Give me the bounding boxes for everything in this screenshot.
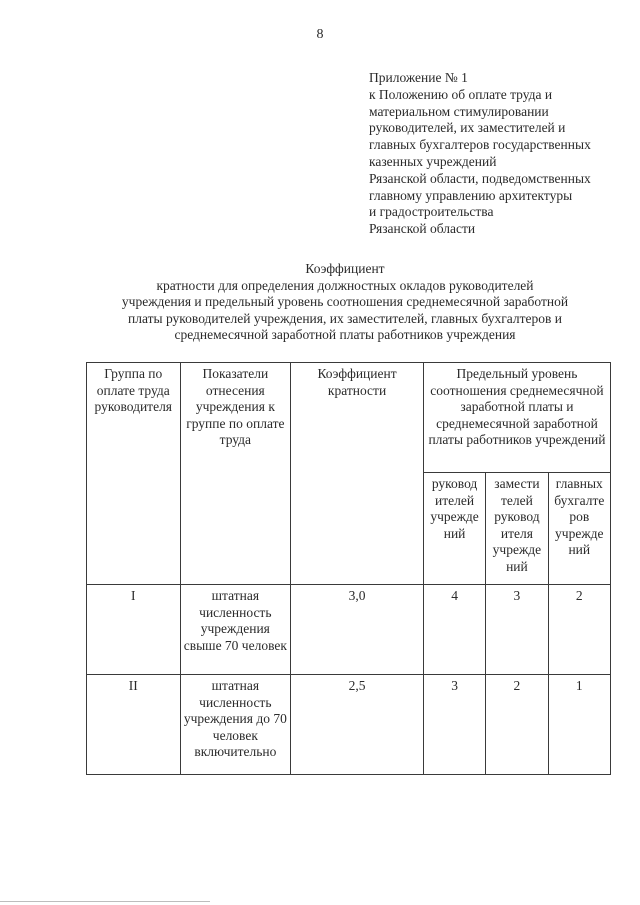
subheader-heads: руковод ителей учрежде ний (423, 473, 485, 585)
title-line: кратности для определения должностных окладов руководителей (156, 277, 534, 293)
cell-accountants: 1 (548, 675, 610, 775)
cell-coefficient: 2,5 (291, 675, 424, 775)
appendix-line: главному управлению архитектуры (369, 187, 573, 203)
cell-coefficient: 3,0 (291, 585, 424, 675)
cell-heads: 3 (423, 675, 485, 775)
header-indicators: Показатели отнесения учреждения к группе по оплате труда (180, 363, 291, 585)
appendix-line: казенных учреждений (369, 153, 497, 169)
cell-group: I (87, 585, 181, 675)
header-limit: Предельный уровень соотношения среднемесячной заработной платы и среднемесячной заработной платы работников учреждений (423, 363, 610, 473)
subheader-deputies: замести телей руковод ителя учрежде ний (486, 473, 548, 585)
cell-indicator: штатная численность учреждения до 70 человек включительно (180, 675, 291, 775)
appendix-line: Рязанской области (369, 221, 476, 237)
appendix-line: Рязанской области, подведомственных (369, 170, 591, 186)
cell-indicator: штатная численность учреждения свыше 70 человек (180, 585, 291, 675)
appendix-line: и градостроительства (369, 204, 494, 220)
scan-edge-line (0, 901, 210, 902)
title-line: платы руководителей учреждения, их заместителей, главных бухгалтеров и (128, 310, 562, 326)
cell-deputies: 2 (486, 675, 548, 775)
document-title (75, 261, 615, 344)
title-line: учреждения и предельный уровень соотношения среднемесячной заработной (121, 294, 569, 309)
title-heading: Коэффициент (305, 261, 385, 276)
header-coefficient: Коэффициент кратности (291, 363, 424, 585)
title-line: среднемесячной заработной платы работников учреждения (174, 327, 516, 342)
cell-deputies: 3 (486, 585, 548, 675)
appendix-heading: Приложение № 1 (369, 70, 468, 85)
appendix-block (369, 70, 631, 238)
appendix-line: руководителей, их заместителей и (369, 120, 566, 136)
cell-accountants: 2 (548, 585, 610, 675)
table-row (87, 585, 611, 675)
coefficient-table (86, 362, 611, 775)
appendix-line: материальном стимулировании (369, 103, 549, 119)
cell-group: II (87, 675, 181, 775)
table-header-row (87, 363, 611, 473)
appendix-line: к Положению об оплате труда и (369, 86, 553, 102)
page-number: 8 (316, 27, 324, 42)
table-row (87, 675, 611, 775)
cell-heads: 4 (423, 585, 485, 675)
header-group: Группа по оплате труда руководителя (87, 363, 181, 585)
subheader-accountants: главных бухгалте ров учрежде ний (548, 473, 610, 585)
appendix-line: главных бухгалтеров государственных (369, 137, 591, 153)
